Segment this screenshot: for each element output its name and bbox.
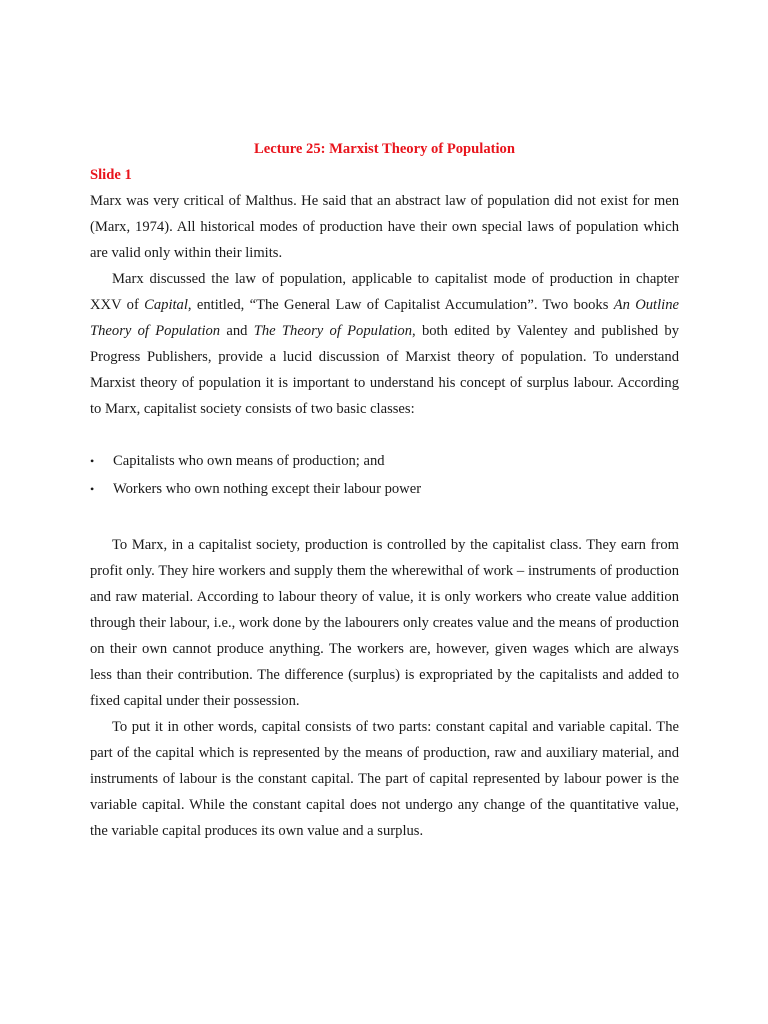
bullet-item-capitalists: [90, 448, 679, 476]
book-title-theory-of-population: The Theory of Population: [253, 323, 413, 339]
paragraph-2-text-3: and: [220, 323, 254, 339]
paragraph-1: Marx was very critical of Malthus. He said that an abstract law of population did not exist for men (Marx, 1974). All historical modes of production have their own special laws of population which are valid only within their limits.: [90, 193, 679, 261]
bullet-item-workers: [90, 476, 679, 504]
bullet-icon: •: [90, 482, 95, 496]
paragraph-2-text-2: , entitled, “The General Law of Capitalist Accumulation”. Two books: [187, 297, 614, 313]
lecture-title: Lecture 25: Marxist Theory of Population: [254, 141, 515, 157]
slide-label: Slide 1: [90, 167, 132, 183]
bullet-text: Capitalists who own means of production; and: [113, 453, 385, 469]
paragraph-3: To Marx, in a capitalist society, production is controlled by the capitalist class. They earn from profit only. They hire workers and supply them the wherewithal of work – instruments of production and raw material. According to labour theory of value, it is only workers who create value addition through their labour, i.e., work done by the labourers only creates value and the means of production on their own cannot produce anything. The workers are, however, given wages which are always less than their contribution. The difference (surplus) is expropriated by the capitalists and added to fixed capital under their possession.: [90, 537, 679, 709]
bullet-text: Workers who own nothing except their labour power: [113, 481, 422, 497]
paragraph-2: [90, 266, 679, 422]
paragraph-2-text-1: Marx discussed the law of population, applicable to capitalist mode of production in chapter XXV of: [90, 271, 679, 313]
paragraph-4: To put it in other words, capital consists of two parts: constant capital and variable capital. The part of the capital which is represented by the means of production, raw and auxiliary material, and instruments of labour is the constant capital. The part of capital represented by labour power is the variable capital. While the constant capital does not undergo any change of the quantitative value, the variable capital produces its own value and a surplus.: [90, 719, 679, 839]
book-title-outline-theory: An Outline Theory of Population: [90, 297, 679, 339]
class-bullet-list: [90, 448, 679, 504]
bullet-icon: •: [90, 454, 95, 468]
paragraph-2-text-4: , both edited by Valentey and published by Progress Publishers, provide a lucid discussion of Marxist theory of population. To understand Marxist theory of population it is important to understand his concept of surplus labour. According to Marx, capitalist society consists of two basic classes:: [90, 323, 679, 417]
document-page: [90, 136, 679, 844]
book-title-capital: Capital: [144, 297, 188, 313]
